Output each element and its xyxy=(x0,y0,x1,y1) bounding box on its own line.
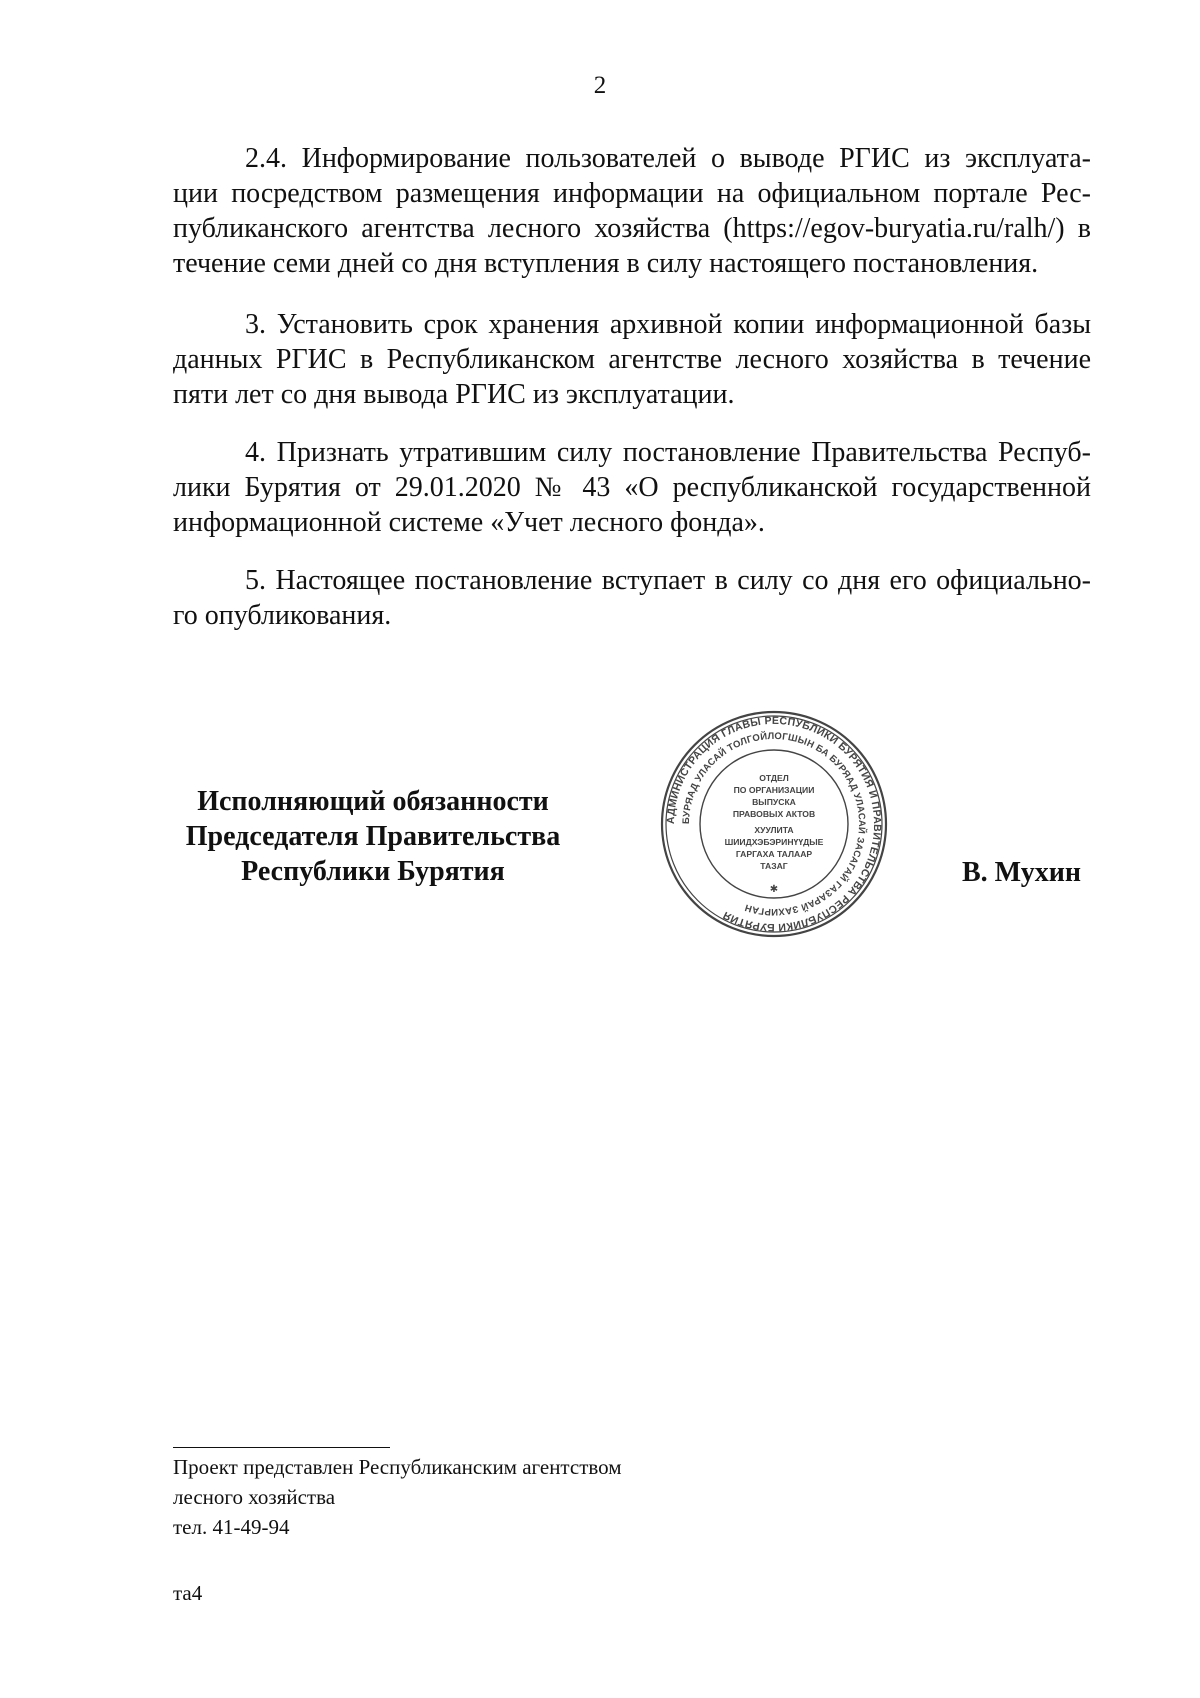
page-number: 2 xyxy=(593,72,607,99)
signatory-title-line: Председателя Правительства xyxy=(185,821,561,852)
paragraph-line: 3. Установить срок хранения архивной копии информационной базы xyxy=(245,309,1091,340)
signatory-name: В. Мухин xyxy=(962,857,1081,888)
signatory-title xyxy=(183,784,563,889)
paragraph-line: го опубликования. xyxy=(173,600,392,631)
paragraph-3 xyxy=(173,307,1091,412)
footnote-divider xyxy=(173,1447,390,1448)
footnote-line: тел. 41-49-94 xyxy=(173,1515,290,1539)
paragraph-line: пяти лет со дня вывода РГИС из эксплуатации. xyxy=(173,379,735,410)
official-seal xyxy=(659,709,889,939)
seal-star-icon: ✱ xyxy=(769,884,779,895)
paragraph-line: ции посредством размещения информации на официальном портале Рес- xyxy=(173,178,1091,209)
paragraph-line: 5. Настоящее постановление вступает в силу со дня его официально- xyxy=(245,565,1091,596)
signatory-title-line: Республики Бурятия xyxy=(241,856,505,887)
paragraph-line: лики Бурятия от 29.01.2020 № 43 «О республиканской государственной xyxy=(173,472,1091,503)
seal-inner-ring-textpath: БУРЯАД УЛАСАЙ ТОЛГОЙЛОГШЫН БА БУРЯАД УЛАСАЙ ЗАСАГАЙ ГАЗАРАЙ ЗАХИРГАН xyxy=(680,730,868,918)
signatory-title-line: Исполняющий обязанности xyxy=(197,786,549,817)
seal-center-line: ГАРГАХА ТАЛААР xyxy=(735,849,813,859)
paragraph-4 xyxy=(173,435,1091,540)
paragraph-line: 2.4. Информирование пользователей о выводе РГИС из эксплуата- xyxy=(245,143,1091,174)
seal-center-line: ВЫПУСКА xyxy=(752,797,796,807)
paragraph-line: 4. Признать утратившим силу постановление Правительства Респуб- xyxy=(245,437,1091,468)
paragraph-line: публиканского агентства лесного хозяйства (https://egov-buryatia.ru/ralh/) в xyxy=(173,213,1091,244)
seal-center-text xyxy=(725,773,824,871)
footnote-line: лесного хозяйства xyxy=(173,1485,336,1509)
seal-outer-circle xyxy=(662,712,886,936)
document-code: та4 xyxy=(173,1581,203,1605)
seal-center-line: ХУУЛИТА xyxy=(754,825,794,835)
footnote xyxy=(173,1452,622,1542)
paragraph-line: информационной системе «Учет лесного фонда». xyxy=(173,507,765,538)
seal-center-line: ШИИДХЭБЭРИНҮҮДЫЕ xyxy=(724,837,824,847)
seal-center-line: ОТДЕЛ xyxy=(759,773,789,783)
seal-center-line: ПО ОРГАНИЗАЦИИ xyxy=(733,785,815,795)
seal-center-line: ПРАВОВЫХ АКТОВ xyxy=(732,809,816,819)
paragraph-line: данных РГИС в Республиканском агентстве лесного хозяйства в течение xyxy=(173,344,1091,375)
paragraph-2-4 xyxy=(173,141,1091,281)
footnote-line: Проект представлен Республиканским агентством xyxy=(173,1455,622,1479)
seal-outer-ring-textpath: АДМИНИСТРАЦИЯ ГЛАВЫ РЕСПУБЛИКИ БУРЯТИЯ И ПРАВИТЕЛЬСТВА РЕСПУБЛИКИ БУРЯТИЯ xyxy=(664,714,884,934)
seal-center-line: ТАЗАГ xyxy=(760,861,788,871)
paragraph-5 xyxy=(173,563,1091,633)
paragraph-line: течение семи дней со дня вступления в силу настоящего постановления. xyxy=(173,248,1039,279)
